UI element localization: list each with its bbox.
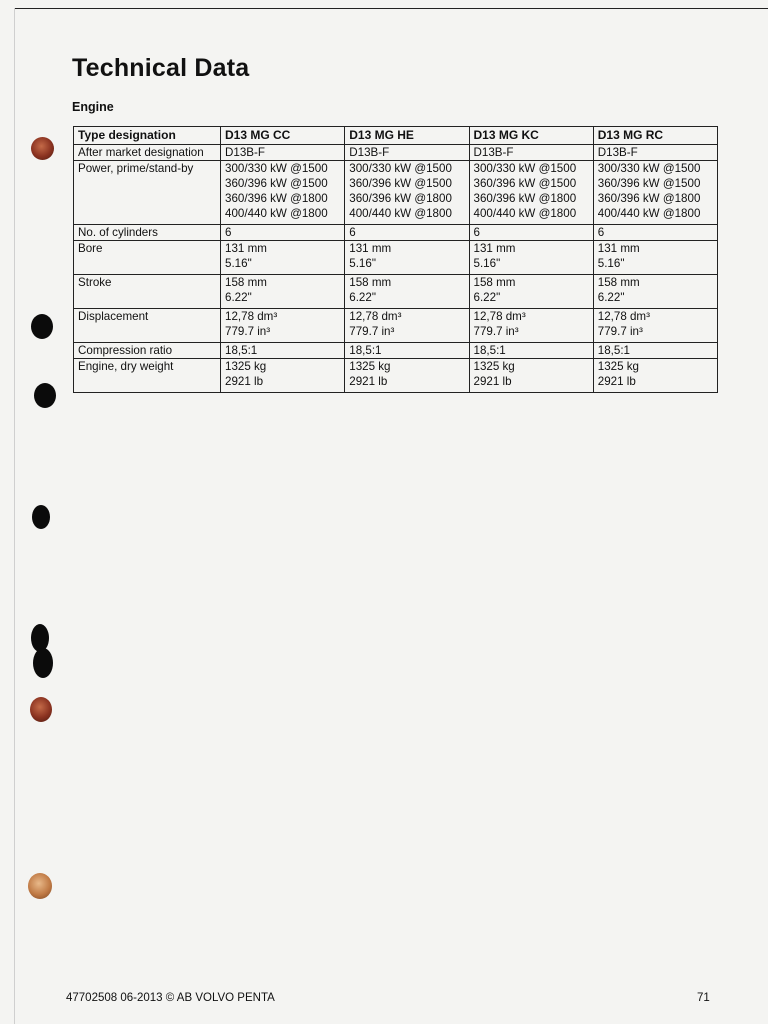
cell-line: 779.7 in³: [349, 325, 395, 338]
punch-hole: [32, 505, 50, 529]
row-label: Displacement: [74, 309, 221, 343]
table-cell: [593, 225, 717, 241]
table-cell: [221, 225, 345, 241]
table-cell: [345, 309, 469, 343]
table-cell: [469, 145, 593, 161]
table-cell: [593, 275, 717, 309]
cell-line: 400/440 kW @1800: [597, 207, 701, 220]
table-row: [74, 225, 718, 241]
table-cell: [221, 275, 345, 309]
table-cell: [345, 343, 469, 359]
page-left-edge: [14, 8, 15, 1024]
page-top-edge: [14, 8, 768, 9]
cell-line: 12,78 dm³: [349, 310, 402, 323]
page-title: Technical Data: [72, 54, 250, 82]
cell-line: 6.22": [225, 291, 252, 304]
table-header-row: [74, 127, 718, 145]
table-row: [74, 241, 718, 275]
section-heading: Engine: [72, 100, 114, 114]
cell-line: D13B-F: [597, 146, 638, 159]
table-cell: [469, 343, 593, 359]
table-cell: [221, 241, 345, 275]
footer-doc-info: 47702508 06-2013 © AB VOLVO PENTA: [66, 992, 275, 1004]
cell-line: D13B-F: [473, 146, 514, 159]
cell-line: D13B-F: [349, 146, 390, 159]
row-label: No. of cylinders: [74, 225, 221, 241]
punch-hole: [34, 383, 56, 408]
cell-line: 158 mm: [473, 276, 516, 289]
table-cell: [593, 145, 717, 161]
table-cell: [469, 309, 593, 343]
cell-line: 1325 kg: [597, 360, 640, 373]
row-label: Power, prime/stand-by: [74, 161, 221, 225]
cell-line: 360/396 kW @1800: [597, 192, 701, 205]
table-cell: [593, 161, 717, 225]
table-row: [74, 359, 718, 393]
cell-line: 18,5:1: [349, 344, 382, 357]
table-row: [74, 275, 718, 309]
table-cell: [345, 359, 469, 393]
table-row: [74, 145, 718, 161]
table-cell: [345, 275, 469, 309]
cell-line: 360/396 kW @1500: [349, 177, 452, 190]
footer-page-number: 71: [697, 992, 710, 1004]
cell-line: 158 mm: [225, 276, 267, 289]
cell-line: 300/330 kW @1500: [597, 162, 701, 175]
table-cell: [469, 275, 593, 309]
table-cell: [469, 241, 593, 275]
cell-line: 12,78 dm³: [473, 310, 526, 323]
table-cell: [345, 241, 469, 275]
table-cell: [593, 241, 717, 275]
punch-hole: [30, 697, 52, 722]
cell-line: 158 mm: [349, 276, 392, 289]
table-cell: [221, 309, 345, 343]
cell-line: 779.7 in³: [597, 325, 643, 338]
cell-line: 2921 lb: [597, 375, 636, 388]
header-model: D13 MG RC: [593, 127, 717, 145]
cell-line: 5.16": [225, 257, 252, 270]
cell-line: 6: [597, 226, 605, 239]
cell-line: 5.16": [349, 257, 376, 270]
cell-line: 360/396 kW @1800: [473, 192, 577, 205]
cell-line: 12,78 dm³: [225, 310, 278, 323]
cell-line: 131 mm: [473, 242, 516, 255]
cell-line: 360/396 kW @1500: [225, 177, 328, 190]
header-label: Type designation: [74, 127, 221, 145]
cell-line: 6: [349, 226, 356, 239]
row-label: Stroke: [74, 275, 221, 309]
table-row: [74, 161, 718, 225]
table-row: [74, 309, 718, 343]
table-cell: [221, 145, 345, 161]
cell-line: 400/440 kW @1800: [225, 207, 328, 220]
cell-line: 6: [473, 226, 480, 239]
cell-line: 6.22": [597, 291, 625, 304]
cell-line: 6.22": [473, 291, 501, 304]
punch-hole: [31, 314, 53, 339]
punch-hole: [31, 137, 54, 160]
row-label: Compression ratio: [74, 343, 221, 359]
cell-line: 2921 lb: [349, 375, 388, 388]
table-cell: [469, 359, 593, 393]
cell-line: 300/330 kW @1500: [225, 162, 328, 175]
cell-line: 6: [225, 226, 232, 239]
cell-line: 400/440 kW @1800: [349, 207, 452, 220]
cell-line: 300/330 kW @1500: [349, 162, 452, 175]
cell-line: 6.22": [349, 291, 376, 304]
cell-line: 779.7 in³: [473, 325, 519, 338]
table-cell: [345, 225, 469, 241]
punch-hole: [28, 873, 52, 899]
cell-line: 1325 kg: [349, 360, 391, 373]
cell-line: 5.16": [597, 257, 625, 270]
row-label: After market designation: [74, 145, 221, 161]
header-model: D13 MG CC: [221, 127, 345, 145]
engine-spec-table: [73, 126, 718, 393]
cell-line: 360/396 kW @1800: [225, 192, 328, 205]
table-cell: [345, 145, 469, 161]
table-cell: [593, 309, 717, 343]
cell-line: 779.7 in³: [225, 325, 271, 338]
table-row: [74, 343, 718, 359]
row-label: Engine, dry weight: [74, 359, 221, 393]
table-cell: [221, 343, 345, 359]
cell-line: 1325 kg: [473, 360, 515, 373]
cell-line: 360/396 kW @1500: [473, 177, 577, 190]
cell-line: 18,5:1: [225, 344, 258, 357]
cell-line: D13B-F: [225, 146, 265, 159]
cell-line: 131 mm: [225, 242, 267, 255]
table-cell: [469, 225, 593, 241]
cell-line: 18,5:1: [597, 344, 630, 357]
cell-line: 360/396 kW @1800: [349, 192, 452, 205]
cell-line: 158 mm: [597, 276, 640, 289]
cell-line: 131 mm: [349, 242, 392, 255]
table-cell: [593, 343, 717, 359]
cell-line: 18,5:1: [473, 344, 506, 357]
cell-line: 131 mm: [597, 242, 640, 255]
table-cell: [469, 161, 593, 225]
table-cell: [221, 161, 345, 225]
cell-line: 5.16": [473, 257, 501, 270]
header-model: D13 MG KC: [469, 127, 593, 145]
table-cell: [221, 359, 345, 393]
cell-line: 400/440 kW @1800: [473, 207, 577, 220]
cell-line: 1325 kg: [225, 360, 267, 373]
cell-line: 2921 lb: [225, 375, 264, 388]
header-model: D13 MG HE: [345, 127, 469, 145]
row-label: Bore: [74, 241, 221, 275]
punch-hole: [33, 648, 53, 678]
cell-line: 2921 lb: [473, 375, 512, 388]
table-cell: [593, 359, 717, 393]
cell-line: 300/330 kW @1500: [473, 162, 577, 175]
cell-line: 360/396 kW @1500: [597, 177, 701, 190]
cell-line: 12,78 dm³: [597, 310, 650, 323]
table-cell: [345, 161, 469, 225]
